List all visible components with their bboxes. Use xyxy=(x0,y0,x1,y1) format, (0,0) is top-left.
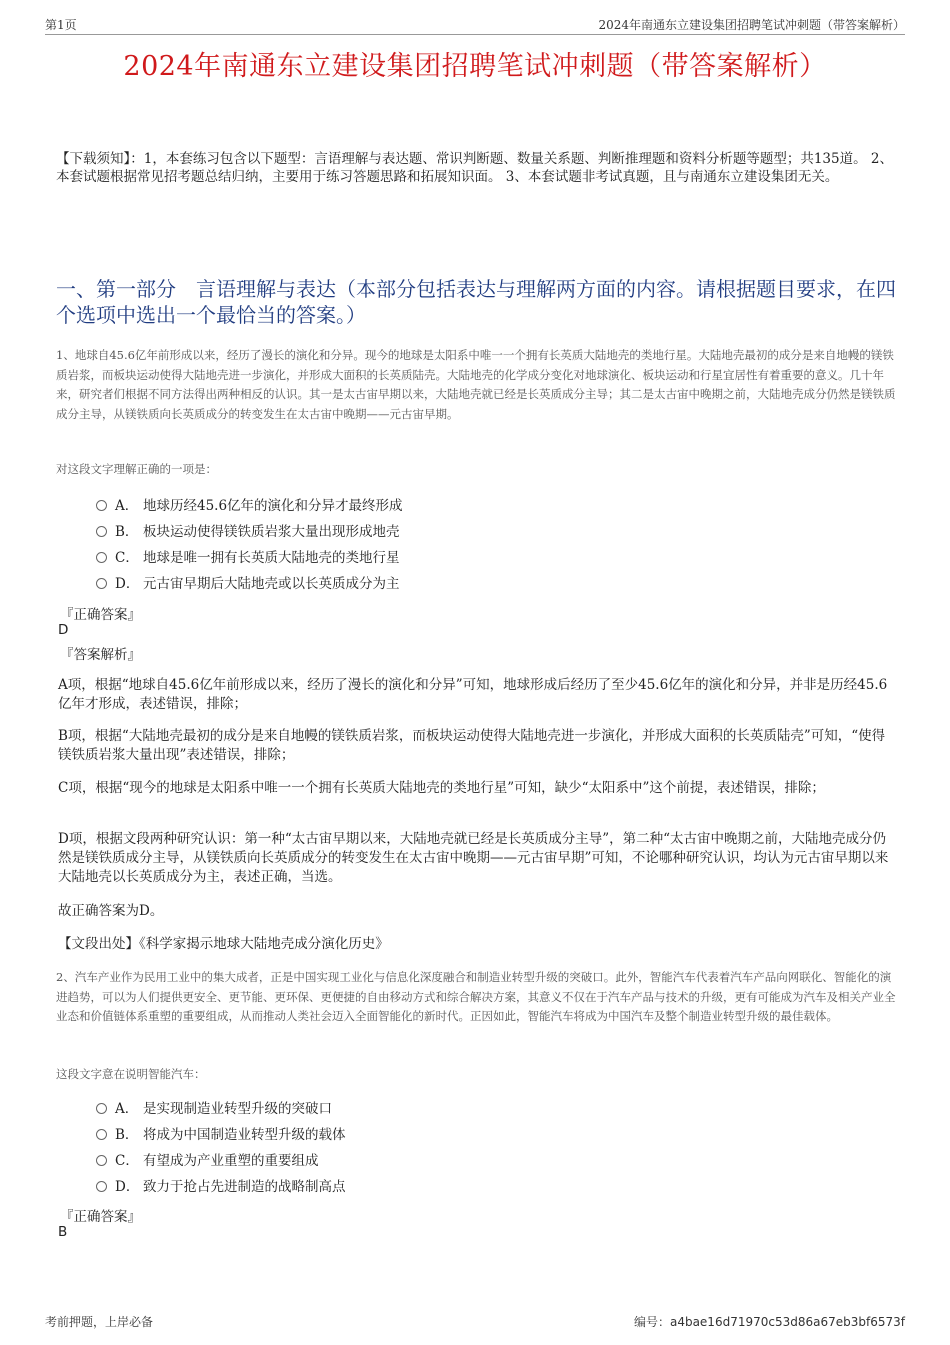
analysis-conclusion: 故正确答案为D。 xyxy=(58,903,164,919)
document-id: 编号：a4bae16d71970c53d86a67eb3bf6573f xyxy=(633,1315,905,1329)
correct-answer-label: 『正确答案』 xyxy=(60,1209,141,1225)
question-1-text: 1、地球自45.6亿年前形成以来，经历了漫长的演化和分异。现今的地球是太阳系中唯一一个拥有长英质大陆地壳的类地行星。大陆地壳最初的成分是来自地幔的镁铁质岩浆，而板块运动使得大陆地壳进一步演化，并形成大面积的长英质陆壳。大陆地壳的化学成分变化对地球演化、板块运动和行星宜居性有着重要的意义。几十年来，研究者们根据不同方法得出两种相反的认识。其一是太古宙早期以来，大陆地壳就已经是长英质成分主导；其二是太古宙中晚期之前，大陆地壳成分仍然是镁铁质成分主导，从镁铁质向长英质成分的转变发生在太古宙中晚期——元古宙早期。 xyxy=(56,348,896,421)
option-b[interactable]: B． 板块运动使得镁铁质岩浆大量出现形成地壳 xyxy=(96,519,403,545)
option-d[interactable]: D． 致力于抢占先进制造的战略制高点 xyxy=(96,1174,346,1200)
analysis-label: 『答案解析』 xyxy=(60,647,141,663)
option-a[interactable]: A． 是实现制造业转型升级的突破口 xyxy=(96,1096,346,1122)
radio-icon[interactable] xyxy=(96,552,107,563)
section-heading: 一、第一部分 言语理解与表达（本部分包括表达与理解两方面的内容。请根据题目要求，在四个选项中选出一个最恰当的答案。） xyxy=(56,277,896,327)
option-b[interactable]: B． 将成为中国制造业转型升级的载体 xyxy=(96,1122,346,1148)
question-1-options xyxy=(96,493,403,597)
option-c[interactable]: C． 有望成为产业重塑的重要组成 xyxy=(96,1148,346,1174)
analysis-paragraph: D项，根据文段两种研究认识：第一种“太古宙早期以来，大陆地壳就已经是长英质成分主导”，第二种“太古宙中晚期之前，大陆地壳成分仍然是镁铁质成分主导，从镁铁质向长英质成分的转变发生在太古宙中晚期——元古宙早期”可知，不论哪种研究认识，均认为元古宙早期以来大陆地壳以长英质成分为主，表述正确，当选。 xyxy=(58,831,889,885)
footer-slogan: 考前押题，上岸必备 xyxy=(45,1315,154,1329)
radio-icon[interactable] xyxy=(96,578,107,589)
correct-answer: D xyxy=(58,622,69,638)
document-title: 2024年南通东立建设集团招聘笔试冲刺题（带答案解析） xyxy=(123,51,827,82)
option-c[interactable]: C． 地球是唯一拥有长英质大陆地壳的类地行星 xyxy=(96,545,403,571)
option-a[interactable]: A． 地球历经45.6亿年的演化和分异才最终形成 xyxy=(96,493,403,519)
radio-icon[interactable] xyxy=(96,1181,107,1192)
radio-icon[interactable] xyxy=(96,1103,107,1114)
page-header xyxy=(45,14,905,35)
download-notice: 【下载须知】：1，本套练习包含以下题型：言语理解与表达题、常识判断题、数量关系题、判断推理题和资料分析题等题型；共135道。 2、本套试题根据常见招考题总结归纳，主要用于练习答题思路和拓展知识面。 3、本套试题非考试真题，且与南通东立建设集团无关。 xyxy=(56,151,893,185)
analysis-paragraph: A项，根据“地球自45.6亿年前形成以来，经历了漫长的演化和分异”可知，地球形成后经历了至少45.6亿年的演化和分异，并非是历经45.6亿年才形成，表述错误，排除； xyxy=(58,677,888,712)
radio-icon[interactable] xyxy=(96,526,107,537)
question-2-options xyxy=(96,1096,346,1200)
passage-source: 【文段出处】《科学家揭示地球大陆地壳成分演化历史》 xyxy=(58,936,389,952)
radio-icon[interactable] xyxy=(96,1155,107,1166)
question-2-text: 2、汽车产业作为民用工业中的集大成者，正是中国实现工业化与信息化深度融合和制造业转型升级的突破口。此外，智能汽车代表着汽车产品向网联化、智能化的演进趋势，可以为人们提供更安全、更节能、更环保、更便捷的自由移动方式和综合解决方案，其意义不仅在于汽车产品与技术的升级，更有可能成为汽车及相关产业全业态和价值链体系重塑的重要组成，从而推动人类社会迈入全面智能化的新时代。正因如此，智能汽车将成为中国汽车及整个制造业转型升级的最佳载体。 xyxy=(56,970,896,1023)
page-number: 第1页 xyxy=(45,18,77,32)
radio-icon[interactable] xyxy=(96,1129,107,1140)
correct-answer-label: 『正确答案』 xyxy=(60,607,141,623)
radio-icon[interactable] xyxy=(96,500,107,511)
question-1-stem: 对这段文字理解正确的一项是： xyxy=(56,462,217,476)
analysis-paragraph: C项，根据“现今的地球是太阳系中唯一一个拥有长英质大陆地壳的类地行星”可知，缺少“太阳系中”这个前提，表述错误，排除； xyxy=(58,780,825,796)
correct-answer: B xyxy=(58,1224,68,1240)
analysis-paragraph: B项，根据“大陆地壳最初的成分是来自地幔的镁铁质岩浆，而板块运动使得大陆地壳进一步演化，并形成大面积的长英质陆壳”可知，“使得镁铁质岩浆大量出现”表述错误，排除； xyxy=(58,728,886,763)
header-doc-title: 2024年南通东立建设集团招聘笔试冲刺题（带答案解析） xyxy=(598,18,905,32)
option-d[interactable]: D． 元古宙早期后大陆地壳或以长英质成分为主 xyxy=(96,571,403,597)
question-2-stem: 这段文字意在说明智能汽车： xyxy=(56,1067,206,1081)
